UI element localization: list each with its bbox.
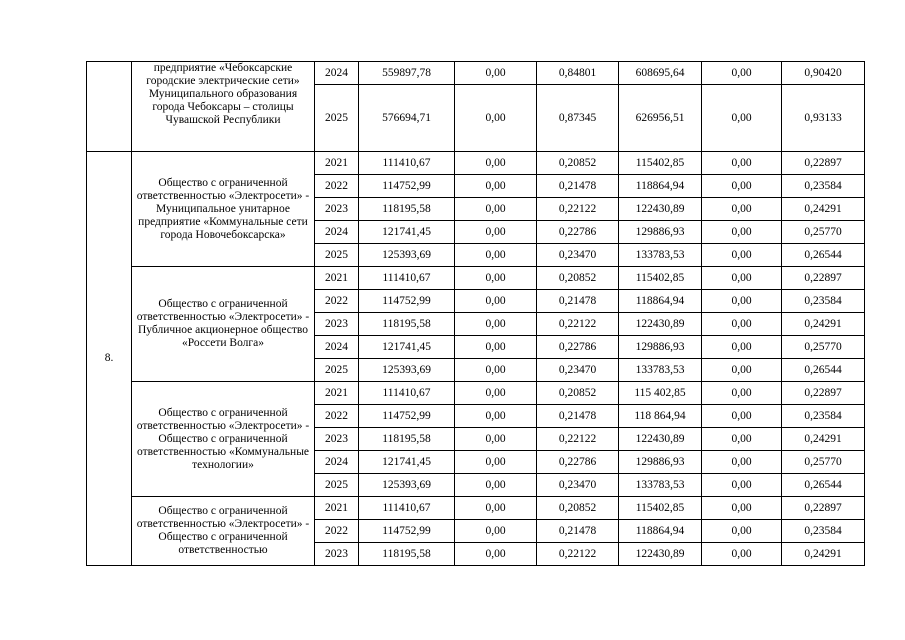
value-cell: 0,22122 (537, 428, 619, 451)
value-cell: 125393,69 (359, 244, 455, 267)
value-cell: 0,00 (455, 428, 537, 451)
value-cell: 118195,58 (359, 428, 455, 451)
value-cell: 0,25770 (782, 221, 865, 244)
value-cell: 0,22897 (782, 152, 865, 175)
value-cell: 118195,58 (359, 198, 455, 221)
year-cell: 2024 (315, 221, 359, 244)
value-cell: 121741,45 (359, 451, 455, 474)
organization-cell: предприятие «Чебоксарские городские электрические сети» Муниципального образования города Чебоксары – столицы Чувашской Республики (132, 62, 315, 152)
year-cell: 2023 (315, 198, 359, 221)
value-cell: 0,23470 (537, 359, 619, 382)
value-cell: 0,87345 (537, 85, 619, 152)
table-row (87, 152, 865, 175)
value-cell: 122430,89 (619, 428, 702, 451)
value-cell: 122430,89 (619, 313, 702, 336)
value-cell: 125393,69 (359, 359, 455, 382)
value-cell: 118864,94 (619, 290, 702, 313)
value-cell: 0,26544 (782, 244, 865, 267)
value-cell: 0,00 (455, 474, 537, 497)
year-cell: 2022 (315, 520, 359, 543)
tariff-table (86, 61, 865, 566)
value-cell: 0,20852 (537, 152, 619, 175)
value-cell: 0,00 (455, 221, 537, 244)
value-cell: 576694,71 (359, 85, 455, 152)
value-cell: 0,00 (455, 267, 537, 290)
value-cell: 111410,67 (359, 267, 455, 290)
value-cell: 0,21478 (537, 405, 619, 428)
value-cell: 0,00 (702, 359, 782, 382)
value-cell: 0,00 (702, 336, 782, 359)
value-cell: 0,24291 (782, 543, 865, 566)
value-cell: 125393,69 (359, 474, 455, 497)
value-cell: 0,24291 (782, 313, 865, 336)
year-cell: 2023 (315, 543, 359, 566)
value-cell: 0,00 (455, 543, 537, 566)
table-row (87, 382, 865, 405)
value-cell: 0,00 (455, 313, 537, 336)
year-cell: 2021 (315, 497, 359, 520)
value-cell: 114752,99 (359, 520, 455, 543)
value-cell: 0,00 (455, 290, 537, 313)
value-cell: 118864,94 (619, 175, 702, 198)
year-cell: 2025 (315, 244, 359, 267)
value-cell: 0,00 (455, 359, 537, 382)
value-cell: 0,00 (455, 244, 537, 267)
value-cell: 0,26544 (782, 359, 865, 382)
value-cell: 0,00 (702, 221, 782, 244)
row-number-cell: 8. (87, 152, 132, 566)
year-cell: 2022 (315, 175, 359, 198)
year-cell: 2021 (315, 152, 359, 175)
value-cell: 0,93133 (782, 85, 865, 152)
value-cell: 115402,85 (619, 267, 702, 290)
value-cell: 122430,89 (619, 543, 702, 566)
value-cell: 0,00 (702, 543, 782, 566)
value-cell: 129886,93 (619, 336, 702, 359)
value-cell: 0,90420 (782, 62, 865, 85)
year-cell: 2022 (315, 405, 359, 428)
value-cell: 133783,53 (619, 474, 702, 497)
value-cell: 0,00 (455, 85, 537, 152)
year-cell: 2024 (315, 62, 359, 85)
organization-cell: Общество с ограниченной ответственностью «Электросети» - Публичное акционерное общество «Россети Волга» (132, 267, 315, 382)
value-cell: 0,22786 (537, 451, 619, 474)
value-cell: 0,25770 (782, 336, 865, 359)
value-cell: 0,23584 (782, 175, 865, 198)
value-cell: 0,00 (702, 451, 782, 474)
value-cell: 0,26544 (782, 474, 865, 497)
value-cell: 0,00 (702, 428, 782, 451)
value-cell: 0,23584 (782, 520, 865, 543)
value-cell: 129886,93 (619, 451, 702, 474)
value-cell: 118864,94 (619, 520, 702, 543)
year-cell: 2023 (315, 313, 359, 336)
table-row (87, 497, 865, 520)
value-cell: 0,21478 (537, 175, 619, 198)
value-cell: 0,00 (702, 244, 782, 267)
value-cell: 0,23584 (782, 405, 865, 428)
year-cell: 2021 (315, 267, 359, 290)
value-cell: 0,00 (455, 175, 537, 198)
value-cell: 0,84801 (537, 62, 619, 85)
value-cell: 0,00 (702, 85, 782, 152)
value-cell: 0,00 (455, 152, 537, 175)
value-cell: 608695,64 (619, 62, 702, 85)
value-cell: 111410,67 (359, 497, 455, 520)
organization-cell: Общество с ограниченной ответственностью «Электросети» - Общество с ограниченной ответственностью «Коммунальные технологии» (132, 382, 315, 497)
value-cell: 0,25770 (782, 451, 865, 474)
value-cell: 0,23470 (537, 474, 619, 497)
value-cell: 0,00 (455, 520, 537, 543)
value-cell: 0,22122 (537, 313, 619, 336)
value-cell: 0,24291 (782, 198, 865, 221)
table-row (87, 267, 865, 290)
value-cell: 0,22786 (537, 221, 619, 244)
value-cell: 114752,99 (359, 405, 455, 428)
value-cell: 0,20852 (537, 382, 619, 405)
value-cell: 115402,85 (619, 497, 702, 520)
value-cell: 0,23470 (537, 244, 619, 267)
value-cell: 122430,89 (619, 198, 702, 221)
value-cell: 0,00 (702, 175, 782, 198)
value-cell: 0,22897 (782, 382, 865, 405)
value-cell: 0,22897 (782, 267, 865, 290)
row-number-cell (87, 62, 132, 152)
value-cell: 0,00 (455, 382, 537, 405)
value-cell: 114752,99 (359, 290, 455, 313)
value-cell: 0,20852 (537, 267, 619, 290)
value-cell: 0,22122 (537, 543, 619, 566)
value-cell: 0,24291 (782, 428, 865, 451)
year-cell: 2024 (315, 451, 359, 474)
value-cell: 0,00 (702, 62, 782, 85)
value-cell: 121741,45 (359, 221, 455, 244)
value-cell: 0,23584 (782, 290, 865, 313)
year-cell: 2022 (315, 290, 359, 313)
value-cell: 111410,67 (359, 152, 455, 175)
value-cell: 0,21478 (537, 290, 619, 313)
organization-cell: Общество с ограниченной ответственностью «Электросети» - Муниципальное унитарное предприятие «Коммунальные сети города Новочебоксарска» (132, 152, 315, 267)
value-cell: 0,22897 (782, 497, 865, 520)
value-cell: 0,00 (702, 198, 782, 221)
value-cell: 118195,58 (359, 313, 455, 336)
year-cell: 2023 (315, 428, 359, 451)
value-cell: 133783,53 (619, 359, 702, 382)
value-cell: 0,00 (702, 152, 782, 175)
table-body (87, 62, 865, 566)
value-cell: 111410,67 (359, 382, 455, 405)
value-cell: 118195,58 (359, 543, 455, 566)
value-cell: 0,00 (702, 405, 782, 428)
value-cell: 0,00 (455, 198, 537, 221)
value-cell: 0,00 (702, 382, 782, 405)
value-cell: 0,00 (455, 336, 537, 359)
year-cell: 2025 (315, 474, 359, 497)
value-cell: 0,00 (455, 62, 537, 85)
value-cell: 0,22786 (537, 336, 619, 359)
year-cell: 2024 (315, 336, 359, 359)
value-cell: 0,22122 (537, 198, 619, 221)
organization-cell: Общество с ограниченной ответственностью «Электросети» - Общество с ограниченной ответственностью (132, 497, 315, 566)
value-cell: 129886,93 (619, 221, 702, 244)
value-cell: 559897,78 (359, 62, 455, 85)
value-cell: 0,20852 (537, 497, 619, 520)
value-cell: 0,00 (702, 290, 782, 313)
value-cell: 0,00 (702, 267, 782, 290)
table-row (87, 62, 865, 85)
value-cell: 114752,99 (359, 175, 455, 198)
value-cell: 133783,53 (619, 244, 702, 267)
value-cell: 115402,85 (619, 152, 702, 175)
value-cell: 0,00 (702, 520, 782, 543)
value-cell: 0,00 (455, 405, 537, 428)
value-cell: 626956,51 (619, 85, 702, 152)
value-cell: 115 402,85 (619, 382, 702, 405)
value-cell: 0,21478 (537, 520, 619, 543)
value-cell: 0,00 (702, 474, 782, 497)
value-cell: 0,00 (455, 497, 537, 520)
value-cell: 118 864,94 (619, 405, 702, 428)
value-cell: 121741,45 (359, 336, 455, 359)
value-cell: 0,00 (702, 497, 782, 520)
year-cell: 2025 (315, 359, 359, 382)
year-cell: 2025 (315, 85, 359, 152)
value-cell: 0,00 (455, 451, 537, 474)
value-cell: 0,00 (702, 313, 782, 336)
year-cell: 2021 (315, 382, 359, 405)
